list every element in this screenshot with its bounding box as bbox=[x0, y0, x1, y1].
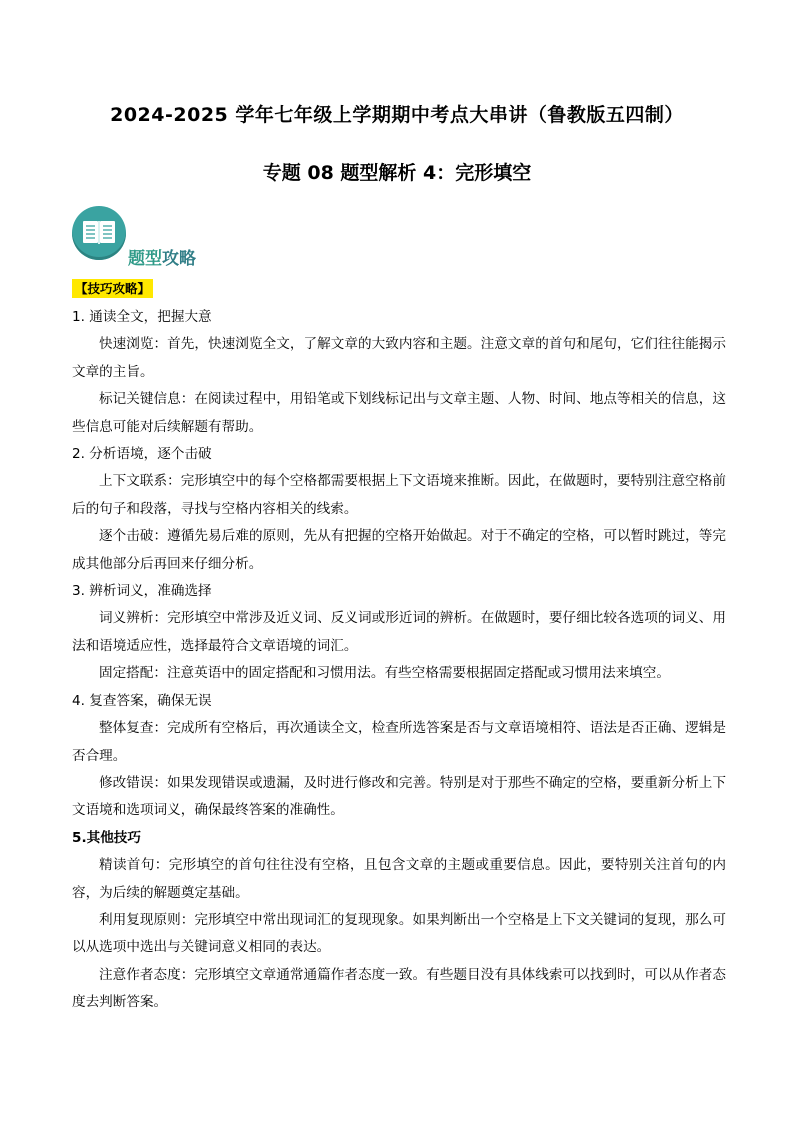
badge-label: 题型攻略 bbox=[128, 249, 196, 269]
section-heading: 3. 辨析词义，准确选择 bbox=[72, 583, 212, 600]
tips-tag: 【技巧攻略】 bbox=[72, 279, 153, 298]
section-heading: 1. 通读全文，把握大意 bbox=[72, 309, 212, 325]
paragraph: 整体复查：完成所有空格后，再次通读全文，检查所选答案是否与文章语境相符、语法是否正确、逻辑是否合理。 bbox=[72, 720, 726, 764]
document-title: 2024-2025 学年七年级上学期期中考点大串讲（鲁教版五四制） bbox=[110, 104, 684, 126]
section-heading: 4. 复查答案，确保无误 bbox=[72, 692, 212, 709]
section-heading: 2. 分析语境，逐个击破 bbox=[72, 446, 212, 463]
section-heading: 5.其他技巧 bbox=[72, 829, 141, 846]
paragraph: 修改错误：如果发现错误或遗漏，及时进行修改和完善。特别是对于那些不确定的空格，要重新分析上下文语境和选项词义，确保最终答案的准确性。 bbox=[72, 774, 726, 819]
tips-content bbox=[72, 304, 726, 1017]
paragraph: 注意作者态度：完形填空文章通常通篇作者态度一致。有些题目没有具体线索可以找到时，可以从作者态度去判断答案。 bbox=[72, 966, 726, 1011]
paragraph: 标记关键信息：在阅读过程中，用铅笔或下划线标记出与文章主题、人物、时间、地点等相关的信息，这些信息可能对后续解题有帮助。 bbox=[72, 391, 726, 435]
paragraph: 精读首句：完形填空的首句往往没有空格，且包含文章的主题或重要信息。因此，要特别关注首句的内容，为后续的解题奠定基础。 bbox=[72, 857, 726, 901]
paragraph: 固定搭配：注意英语中的固定搭配和习惯用法。有些空格需要根据固定搭配或习惯用法来填空。 bbox=[99, 665, 670, 682]
section-badge bbox=[72, 206, 222, 268]
document-subtitle: 专题 08 题型解析 4：完形填空 bbox=[262, 162, 532, 184]
paragraph: 逐个击破：遵循先易后难的原则，先从有把握的空格开始做起。对于不确定的空格，可以暂时跳过，等完成其他部分后再回来仔细分析。 bbox=[72, 528, 726, 572]
paragraph: 快速浏览：首先，快速浏览全文，了解文章的大致内容和主题。注意文章的首句和尾句，它们往往能揭示文章的主旨。 bbox=[72, 336, 726, 380]
paragraph: 上下文联系：完形填空中的每个空格都需要根据上下文语境来推断。因此，在做题时，要特别注意空格前后的句子和段落，寻找与空格内容相关的线索。 bbox=[72, 473, 726, 517]
paragraph: 利用复现原则：完形填空中常出现词汇的复现现象。如果判断出一个空格是上下文关键词的复现，那么可以从选项中选出与关键词意义相同的表达。 bbox=[72, 911, 726, 956]
paragraph: 词义辨析：完形填空中常涉及近义词、反义词或形近词的辨析。在做题时，要仔细比较各选项的词义、用法和语境适应性，选择最符合文章语境的词汇。 bbox=[72, 610, 726, 654]
book-icon bbox=[72, 206, 126, 260]
